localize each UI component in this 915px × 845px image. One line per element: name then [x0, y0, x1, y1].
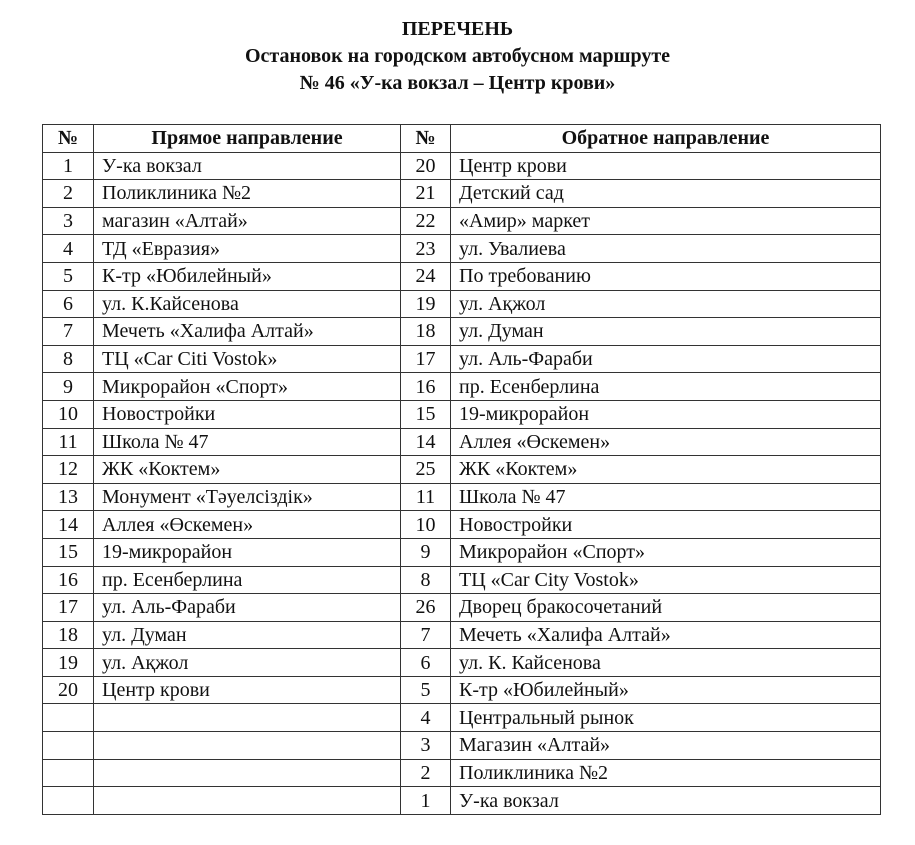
reverse-stop-name: ул. Ақжол: [451, 290, 881, 318]
forward-stop-number: 4: [43, 235, 94, 263]
forward-stop-name: ЖК «Коктем»: [94, 456, 401, 484]
forward-stop-name: [94, 704, 401, 732]
document-title: ПЕРЕЧЕНЬ: [401, 18, 514, 40]
reverse-stop-name: пр. Есенберлина: [451, 373, 881, 401]
forward-stop-number: 16: [43, 566, 94, 594]
forward-stop-name: Микрорайон «Спорт»: [94, 373, 401, 401]
forward-stop-name: [94, 787, 401, 815]
reverse-stop-number: 4: [401, 704, 451, 732]
reverse-stop-name: Детский сад: [451, 180, 881, 208]
forward-stop-name: Центр крови: [94, 676, 401, 704]
table-row: [43, 318, 881, 346]
document-header: [0, 16, 915, 97]
table-row: [43, 483, 881, 511]
reverse-stop-number: 6: [401, 649, 451, 677]
reverse-stop-number: 16: [401, 373, 451, 401]
reverse-stop-name: ул. Аль-Фараби: [451, 345, 881, 373]
table-row: [43, 566, 881, 594]
forward-stop-number: [43, 787, 94, 815]
reverse-stop-name: ул. К. Кайсенова: [451, 649, 881, 677]
forward-stop-name: ул. Думан: [94, 621, 401, 649]
table-row: [43, 704, 881, 732]
forward-stop-number: 17: [43, 594, 94, 622]
reverse-stop-number: 26: [401, 594, 451, 622]
forward-stop-name: [94, 732, 401, 760]
forward-stop-name: ул. Аль-Фараби: [94, 594, 401, 622]
table-row: [43, 290, 881, 318]
reverse-stop-name: Центральный рынок: [451, 704, 881, 732]
reverse-stop-name: Мечеть «Халифа Алтай»: [451, 621, 881, 649]
forward-stop-number: 11: [43, 428, 94, 456]
reverse-stop-name: Аллея «Өскемен»: [451, 428, 881, 456]
column-header-forward-direction: Прямое направление: [94, 125, 401, 153]
table-row: [43, 235, 881, 263]
reverse-stop-name: ул. Думан: [451, 318, 881, 346]
reverse-stop-number: 1: [401, 787, 451, 815]
table-row: [43, 759, 881, 787]
table-row: [43, 400, 881, 428]
reverse-stop-number: 10: [401, 511, 451, 539]
reverse-stop-number: 17: [401, 345, 451, 373]
reverse-stop-name: У-ка вокзал: [451, 787, 881, 815]
reverse-stop-number: 7: [401, 621, 451, 649]
reverse-stop-name: К-тр «Юбилейный»: [451, 676, 881, 704]
table-row: [43, 180, 881, 208]
table-row: [43, 373, 881, 401]
stops-table-body: [43, 152, 881, 814]
table-row: [43, 152, 881, 180]
forward-stop-name: 19-микрорайон: [94, 538, 401, 566]
forward-stop-name: магазин «Алтай»: [94, 207, 401, 235]
forward-stop-name: У-ка вокзал: [94, 152, 401, 180]
forward-stop-number: 7: [43, 318, 94, 346]
reverse-stop-number: 14: [401, 428, 451, 456]
forward-stop-number: 13: [43, 483, 94, 511]
reverse-stop-name: Школа № 47: [451, 483, 881, 511]
reverse-stop-name: Поликлиника №2: [451, 759, 881, 787]
forward-stop-name: Новостройки: [94, 400, 401, 428]
forward-stop-name: К-тр «Юбилейный»: [94, 262, 401, 290]
reverse-stop-name: ул. Увалиева: [451, 235, 881, 263]
reverse-stop-number: 21: [401, 180, 451, 208]
forward-stop-name: пр. Есенберлина: [94, 566, 401, 594]
reverse-stop-number: 5: [401, 676, 451, 704]
table-row: [43, 428, 881, 456]
forward-stop-number: 14: [43, 511, 94, 539]
column-header-forward-number: №: [43, 125, 94, 153]
reverse-stop-name: Микрорайон «Спорт»: [451, 538, 881, 566]
forward-stop-number: 2: [43, 180, 94, 208]
reverse-stop-name: ЖК «Коктем»: [451, 456, 881, 484]
reverse-stop-name: Магазин «Алтай»: [451, 732, 881, 760]
forward-stop-number: 15: [43, 538, 94, 566]
reverse-stop-number: 9: [401, 538, 451, 566]
forward-stop-number: 12: [43, 456, 94, 484]
reverse-stop-number: 25: [401, 456, 451, 484]
table-row: [43, 262, 881, 290]
reverse-stop-number: 20: [401, 152, 451, 180]
reverse-stop-number: 2: [401, 759, 451, 787]
table-row: [43, 787, 881, 815]
document-subtitle: Остановок на городском автобусном маршруте: [244, 45, 671, 67]
forward-stop-name: [94, 759, 401, 787]
forward-stop-number: [43, 732, 94, 760]
table-row: [43, 732, 881, 760]
stops-table: [42, 124, 881, 815]
table-row: [43, 538, 881, 566]
reverse-stop-name: 19-микрорайон: [451, 400, 881, 428]
reverse-stop-name: Центр крови: [451, 152, 881, 180]
reverse-stop-number: 23: [401, 235, 451, 263]
forward-stop-number: 19: [43, 649, 94, 677]
reverse-stop-name: Дворец бракосочетаний: [451, 594, 881, 622]
forward-stop-number: 3: [43, 207, 94, 235]
forward-stop-name: Аллея «Өскемен»: [94, 511, 401, 539]
forward-stop-name: ТД «Евразия»: [94, 235, 401, 263]
column-header-reverse-direction: Обратное направление: [451, 125, 881, 153]
forward-stop-name: Мечеть «Халифа Алтай»: [94, 318, 401, 346]
reverse-stop-number: 3: [401, 732, 451, 760]
forward-stop-number: [43, 704, 94, 732]
forward-stop-name: Школа № 47: [94, 428, 401, 456]
reverse-stop-name: ТЦ «Car City Vostok»: [451, 566, 881, 594]
table-row: [43, 621, 881, 649]
table-row: [43, 649, 881, 677]
reverse-stop-number: 24: [401, 262, 451, 290]
forward-stop-name: Монумент «Тәуелсіздік»: [94, 483, 401, 511]
reverse-stop-name: По требованию: [451, 262, 881, 290]
forward-stop-number: 9: [43, 373, 94, 401]
forward-stop-number: 18: [43, 621, 94, 649]
reverse-stop-number: 11: [401, 483, 451, 511]
forward-stop-name: ул. К.Кайсенова: [94, 290, 401, 318]
table-row: [43, 456, 881, 484]
table-row: [43, 594, 881, 622]
reverse-stop-number: 8: [401, 566, 451, 594]
reverse-stop-name: Новостройки: [451, 511, 881, 539]
reverse-stop-number: 15: [401, 400, 451, 428]
route-name: № 46 «У-ка вокзал – Центр крови»: [299, 72, 616, 94]
forward-stop-number: 10: [43, 400, 94, 428]
table-row: [43, 676, 881, 704]
forward-stop-number: 6: [43, 290, 94, 318]
reverse-stop-name: «Амир» маркет: [451, 207, 881, 235]
table-row: [43, 207, 881, 235]
forward-stop-number: [43, 759, 94, 787]
table-row: [43, 511, 881, 539]
table-row: [43, 345, 881, 373]
forward-stop-name: ТЦ «Car Citi Vostok»: [94, 345, 401, 373]
reverse-stop-number: 22: [401, 207, 451, 235]
reverse-stop-number: 18: [401, 318, 451, 346]
forward-stop-name: ул. Ақжол: [94, 649, 401, 677]
forward-stop-name: Поликлиника №2: [94, 180, 401, 208]
forward-stop-number: 20: [43, 676, 94, 704]
reverse-stop-number: 19: [401, 290, 451, 318]
forward-stop-number: 1: [43, 152, 94, 180]
forward-stop-number: 5: [43, 262, 94, 290]
forward-stop-number: 8: [43, 345, 94, 373]
column-header-reverse-number: №: [401, 125, 451, 153]
table-header-row: [43, 125, 881, 153]
